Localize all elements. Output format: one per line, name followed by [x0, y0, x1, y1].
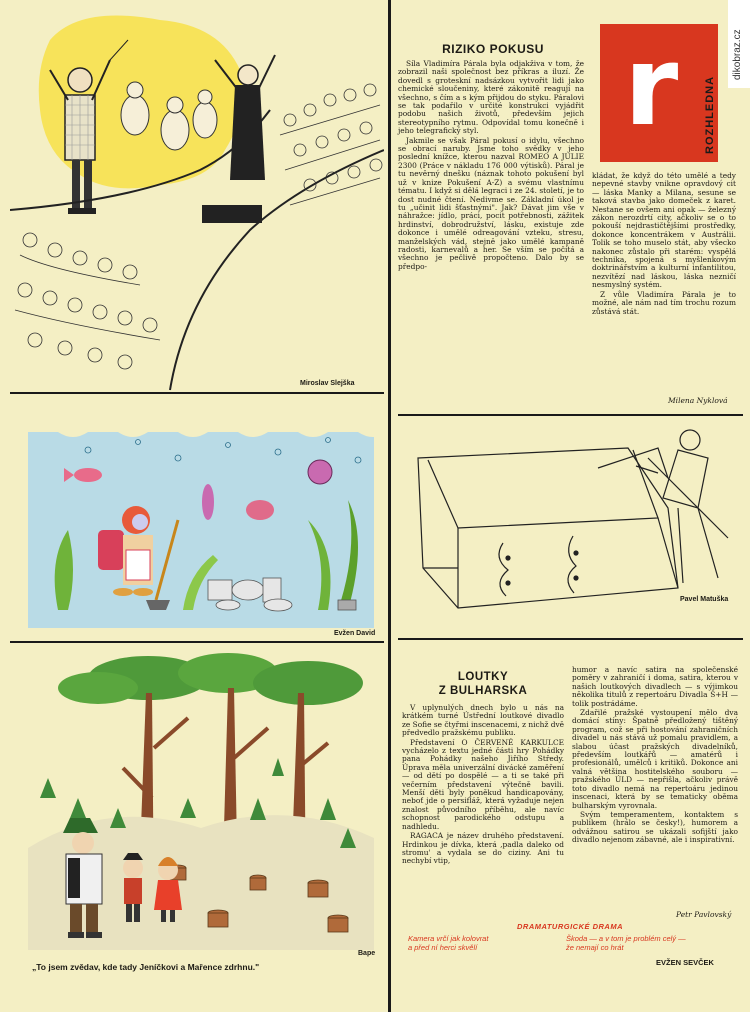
article2-title-line2: Z BULHARSKA	[438, 685, 528, 697]
forest-drawing	[28, 648, 374, 950]
article1-col1	[398, 60, 584, 272]
hrule-1	[10, 392, 384, 394]
article2-col2-p2: Zdařilé pražské vystoupení mělo dva domácí stíny: Špatně předložený tištěný program, což se při hostování zahraničních divadel u nás stává už pomalu pravidlem, a slabou účast pražských divadelníků, především loutkářů — amatérů i profesionálů, umělců i kritiků. Dokonce ani valná většina hostitelského souboru — pražského ÚLD — nepřišla, ačkoliv právě toto divadlo nemá na repertoáru jedinou inscenaci, která by se tematicky oběma bulharským vyrovnala.	[572, 708, 738, 810]
article1-col1-p2: Jakmile se však Páral pokusí o idylu, všechno se obrací naruby. Jsme toho svědky v jeho poslední knížce, kterou nazval ROMEO A JULIE 2300 (Práce v nákladu 176 000 výtisků). Páral je tu nevěrný dnešku (náznak tohoto pokušení byl už v knize Pokušení A-Z) a svému vlastnímu tématu. I když si dělá legraci i ze 24. století, je to dost nudné čtení. Nedivme se. Základní úkol je tu „učinit lidi šťastnými". Jak? Dávat jim vše v náhražce: jídlo, práci, pocit potřebnosti, zážitek hrdinství, dobrodružství, lásku, existuje zde dokonce i umělé odreagování vzteku, stresu, manželských vád, stejně jako umělé kampaně radosti, karnevalů a her. Se vším se počítá a všechno je pečlivě propočteno. Dalo by se předpo-	[398, 135, 584, 271]
article2-col2-p1: humor a navíc satira na společenské poměry v zahraničí i doma, satira, kterou v našich loutkových divadlech — s výjimkou několika titulů z repertoáru Divadla S+H — tolik postrádáme.	[572, 665, 738, 708]
credit-slejska: Miroslav Slejška	[300, 380, 355, 387]
cartoon-forest	[28, 648, 374, 950]
drama-line2-left: a před ní herci skvělí	[408, 943, 478, 952]
article2-col1	[402, 704, 564, 867]
article1-col1-p1: Síla Vladimíra Párala byla odjakživa v tom, že zobrazil naši společnost bez příkras a iluzí. Že dovedl s groteskní nadsázkou vytvořit lidi jako chemické sloučeniny, které zákonitě reagují na všechno, s čím a s kým přijdou do styku. Páralovi se tak podařilo v určité konstrukci vyjádřit podobu našich životů, především jejich stereotypního rytmu. Odpovídal tomu konečně i jeho telegrafický styl.	[398, 59, 584, 136]
cartoon-orchestra	[10, 0, 384, 392]
article2-title	[398, 670, 568, 698]
article1-author: Milena Nyklová	[668, 396, 728, 405]
credit-david: Evžen David	[334, 630, 376, 637]
article2-author: Petr Pavlovský	[676, 910, 732, 919]
article1-col2-p1: kládat, že když do této umělé a tedy nepevné stavby vnikne opravdový cit — láska Manky a Milana, sesune se taková stavba jako domeček z karet. Nestane se ovšem ani opak — železný zákon nerozdrtí city, ačkoliv se o to pokouší nejdrastičtějšími prostředky, dokonce koncentrákem v Austrálii. Tolik se toho muselo stát, aby všecko nakonec zůstalo při starém: vyspělá technika, spojená s myšlenkovým doktrinářstvím a kulturní infantilitou, nezvítězí nad láskou, láska nezničí nesmyslný systém.	[592, 171, 736, 290]
drama-title: DRAMATURGICKÉ DRAMA	[516, 922, 624, 931]
section-label: ROZHLEDNA	[704, 75, 716, 154]
section-letter: r	[624, 22, 679, 150]
drama-line1-left: Kamera vrčí jak kolovrat	[408, 934, 489, 943]
article2-col1-p1: V uplynulých dnech bylo u nás na krátkém turné Ústřední loutkové divadlo ze Sofie se čtyřmi inscenacemi, z nichž dvě předvedlo pražskému publiku.	[402, 703, 564, 738]
cartoon-underwater	[28, 410, 374, 628]
underwater-drawing	[28, 410, 374, 628]
hrule-right-2	[398, 638, 743, 640]
drama-line1-right: Škoda — a v tom je problém celý —	[566, 934, 686, 943]
section-logo	[600, 24, 718, 162]
drama-right	[566, 934, 686, 952]
drama-author: EVŽEN SEVČEK	[656, 958, 714, 967]
article1-col2-p2: Z vůle Vladimíra Párala je to možné, ale nám nad tím trochu rozum zůstává stát.	[592, 289, 736, 316]
watermark: dikobraz.cz	[732, 29, 743, 80]
drama-line2-right: že nemají co hrát	[566, 943, 624, 952]
hrule-2	[10, 641, 384, 643]
page-divider	[388, 0, 391, 1012]
article1-title: RIZIKO POKUSU	[442, 42, 544, 56]
article2-title-line1: LOUTKY	[457, 671, 509, 683]
article2-col2-p3: Svým temperamentem, kontaktem s publikem (hrálo se česky!), humorem a odvážnou satirou se ukázali sofijští jako divadlo nejenom zábavné, ale i inspirativní.	[572, 809, 738, 845]
orchestra-drawing	[10, 0, 384, 392]
hrule-right-1	[398, 414, 743, 416]
article1-col2	[592, 172, 736, 317]
article2-col1-p2: Představení O ČERVENÉ KARKULCE vycházelo z textu jedné části hry Pohádky pana Pohádky našeho Jiřího Středy. Úprava měla univerzální divácké zaměření — od dětí po dospělé — a ti se také při večerním představení výtečně bavili. Menší děti byly poněkud handicapovány, neboť jde o persifláž, která vyžaduje nejen znalost původního příběhu, ale navíc schopnost parodického odstupu a nadhledu.	[402, 737, 564, 831]
article2-col2	[572, 666, 738, 846]
credit-bape: Bape	[358, 950, 376, 957]
cartoon3-caption: „To jsem zvědav, kde tady Jeníčkovi a Mařence zdrhnu."	[32, 962, 260, 972]
drama-left	[408, 934, 488, 952]
article2-col1-p3: RAGACA je název druhého představení. Hrdinkou je dívka, která ‚padla daleko od stromu' a vydala se do ciziny. Ani tu nechybí vtip,	[402, 831, 564, 866]
credit-matuska: Pavel Matuška	[680, 596, 729, 603]
